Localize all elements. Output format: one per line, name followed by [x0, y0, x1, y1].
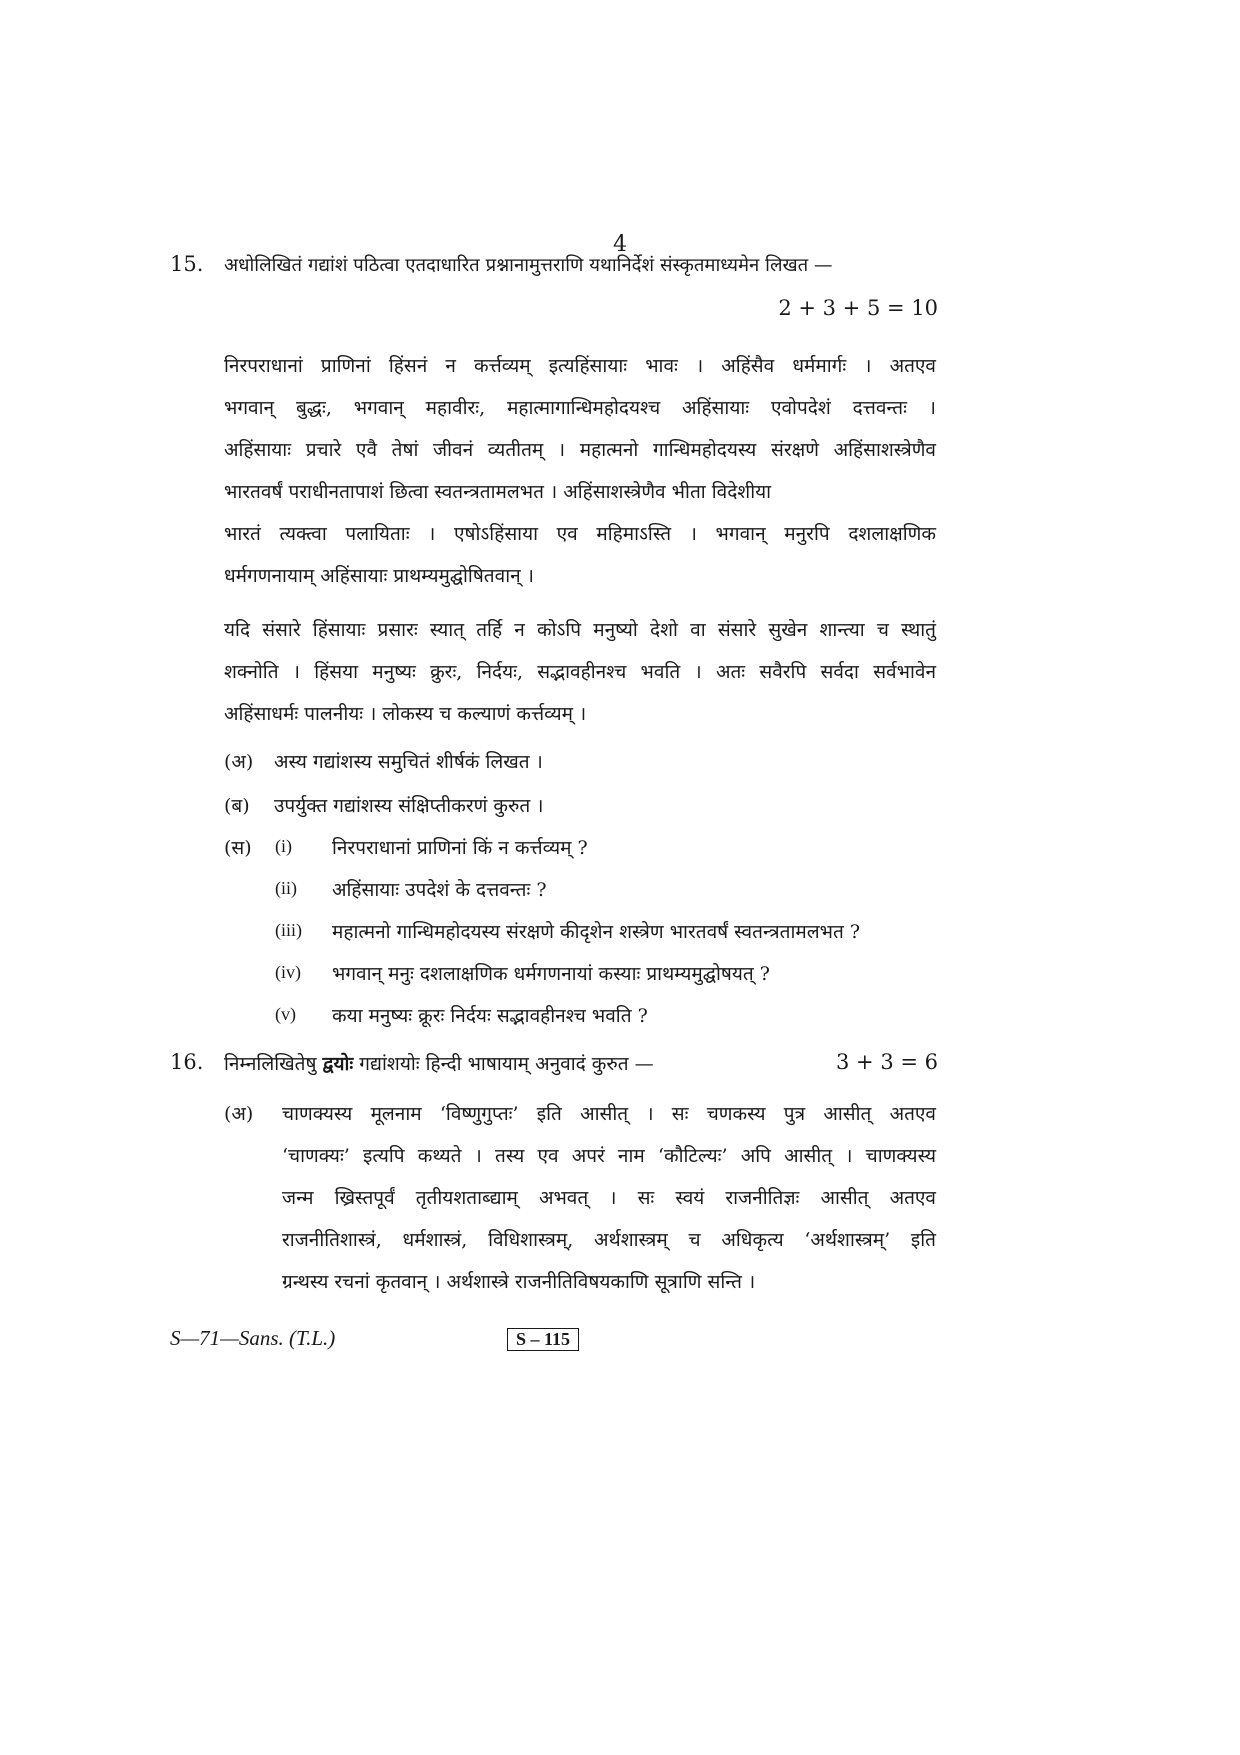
part-a-text: अस्य गद्यांशस्य समुचितं शीर्षकं लिखत । — [274, 751, 543, 773]
part-b-text: उपर्युक्त गद्यांशस्य संक्षिप्तीकरणं कुरुत । — [274, 795, 544, 817]
subquestion-number: (iii) — [275, 920, 302, 940]
question-16-marks: 3 + 3 = 6 — [836, 1050, 938, 1074]
passage-line: निरपराधानां प्राणिनां हिंसनं न कर्त्तव्यम् इत्यहिंसायाः भावः । अहिंसैव धर्ममार्गः । अतएव — [224, 355, 936, 377]
footer-series-code: S – 115 — [507, 1328, 579, 1351]
question-16-number: 16. — [170, 1050, 204, 1074]
passage-line: भारतवर्षं पराधीनतापाशं छित्वा स्वतन्त्रतामलभत । अहिंसाशस्त्रेणैव भीता विदेशीया — [224, 481, 772, 503]
footer-paper-code: S—71—Sans. (T.L.) — [170, 1326, 336, 1350]
passage-line: ग्रन्थस्य रचनां कृतवान् । अर्थशास्त्रे राजनीतिविषयकाणि सूत्राणि सन्ति । — [282, 1271, 756, 1293]
instruction-bold: द्वयोः — [322, 1053, 354, 1075]
instruction-pre: निम्नलिखितेषु — [224, 1053, 323, 1075]
subquestion-text: भगवान् मनुः दशलाक्षणिक धर्मगणनायां कस्याः प्राथम्यमुद्घोषयत् ? — [332, 963, 770, 985]
subquestion-number: (ii) — [275, 878, 297, 898]
passage-line: चाणक्यस्य मूलनाम ‘विष्णुगुप्तः’ इति आसीत् । सः चणकस्य पुत्र आसीत् अतएव — [282, 1103, 936, 1125]
passage-line: भगवान् बुद्धः, भगवान् महावीरः, महात्मागान्धिमहोदयश्च अहिंसायाः एवोपदेशं दत्तवन्तः । — [224, 397, 936, 419]
page-number: 4 — [613, 232, 627, 257]
passage-line: शक्नोति । हिंसया मनुष्यः क्रुरः, निर्दयः, सद्भावहीनश्च भवति । अतः सवैरपि सर्वदा सर्वभावेन — [224, 661, 936, 683]
subquestion-text: निरपराधानां प्राणिनां किं न कर्त्तव्यम् ? — [332, 837, 588, 859]
subquestion-text: कया मनुष्यः क्रूरः निर्दयः सद्भावहीनश्च भवति ? — [332, 1005, 648, 1027]
passage-line: राजनीतिशास्त्रं, धर्मशास्त्रं, विधिशास्त्रम्, अर्थशास्त्रम् च अधिकृत्य ‘अर्थशास्त्रम्’ इति — [282, 1229, 936, 1251]
part-a-label: (अ) — [224, 751, 254, 773]
part-s-label: (स) — [224, 837, 252, 859]
part-b-label: (ब) — [224, 795, 250, 817]
subquestion-number: (i) — [275, 836, 292, 856]
subquestion-number: (iv) — [275, 962, 301, 982]
passage-line: ‘चाणक्यः’ इत्यपि कथ्यते । तस्य एव अपरं नाम ‘कौटिल्यः’ अपि आसीत् । चाणक्यस्य — [282, 1145, 936, 1167]
subquestion-text: महात्मनो गान्धिमहोदयस्य संरक्षणे कीदृशेन शस्त्रेण भारतवर्षं स्वतन्त्रतामलभत ? — [332, 921, 861, 943]
passage-line: अहिंसाधर्मः पालनीयः । लोकस्य च कल्याणं कर्त्तव्यम् । — [224, 703, 587, 725]
question-15-instruction: अधोलिखितं गद्यांशं पठित्वा एतदाधारित प्रश्नानामुत्तराणि यथानिर्देशं संस्कृतमाध्यमेन लिखत — — [224, 255, 833, 276]
question-15-number: 15. — [170, 252, 204, 276]
question-15-marks: 2 + 3 + 5 = 10 — [778, 296, 938, 320]
passage-line: यदि संसारे हिंसायाः प्रसारः स्यात् तर्हि न कोऽपि मनुष्यो देशो वा संसारे सुखेन शान्त्या च स्थातुं — [224, 619, 936, 641]
instruction-post: गद्यांशयोः हिन्दी भाषायाम् अनुवादं कुरुत — — [353, 1053, 654, 1075]
subquestion-number: (v) — [275, 1004, 296, 1024]
passage-line: धर्मगणनायाम् अहिंसायाः प्राथम्यमुद्घोषितवान् । — [224, 565, 534, 587]
question-16-instruction — [224, 1050, 654, 1076]
passage-line: भारतं त्यक्त्वा पलायिताः । एषोऽहिंसाया एव महिमाऽस्ति । भगवान् मनुरपि दशलाक्षणिक — [224, 523, 936, 545]
subquestion-text: अहिंसायाः उपदेशं के दत्तवन्तः ? — [332, 879, 547, 901]
q16-part-a-label: (अ) — [224, 1103, 254, 1125]
passage-line: अहिंसायाः प्रचारे एवै तेषां जीवनं व्यतीतम् । महात्मनो गान्धिमहोदयस्य संरक्षणे अहिंसाशस्त्रेणैव — [224, 439, 936, 461]
passage-line: जन्म ख्रिस्तपूर्वं तृतीयशताब्द्याम् अभवत् । सः स्वयं राजनीतिज्ञः आसीत् अतएव — [282, 1187, 936, 1209]
